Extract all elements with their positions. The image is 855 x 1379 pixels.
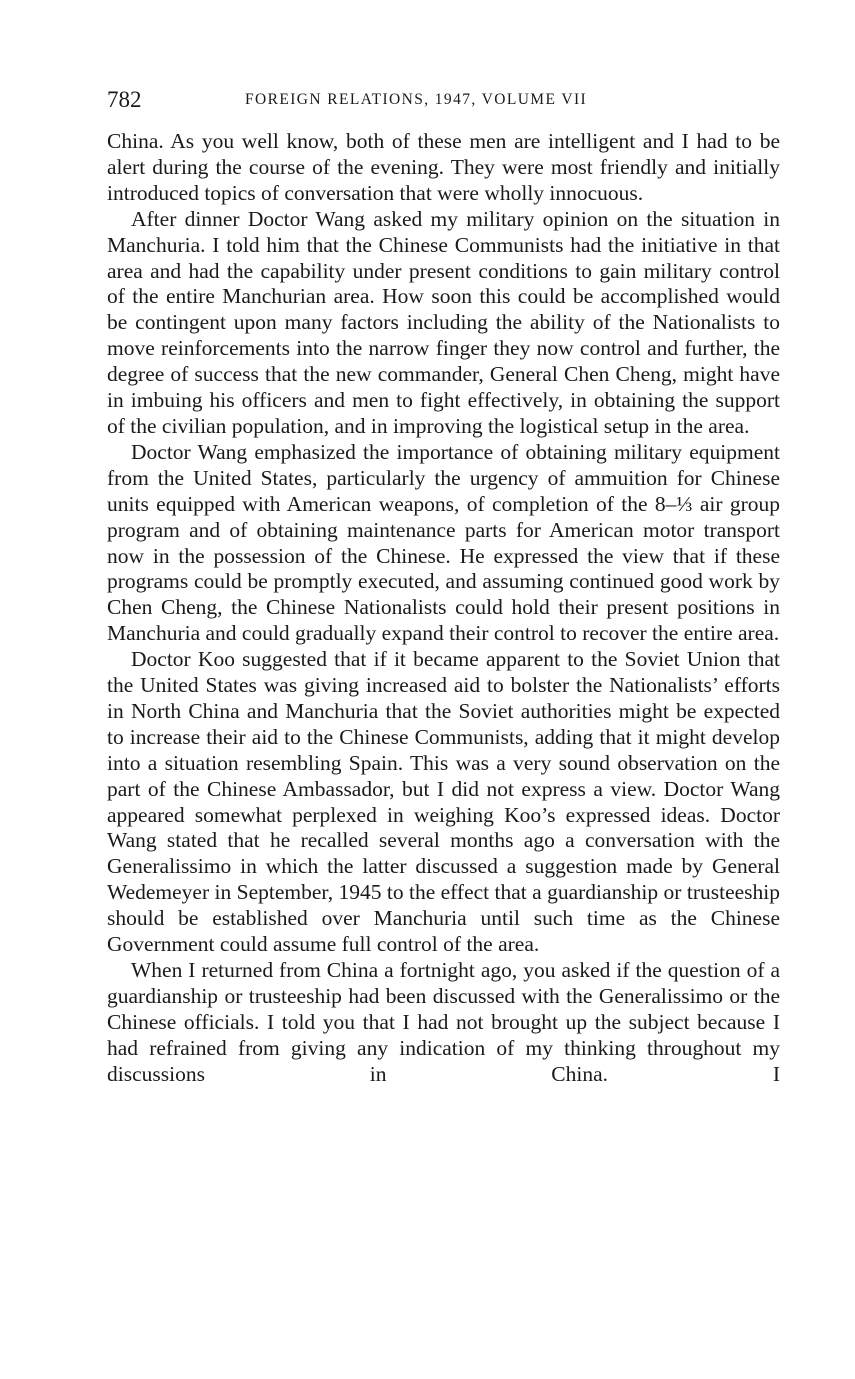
- paragraph-3: Doctor Wang emphasized the importance of obtaining military equipment from the United States, particularly the urgency of ammuition for Chinese units equipped with American weapons, of completion of the 8–⅓ air group program and of obtaining maintenance parts for American motor transport now in the possession of the Chinese. He expressed the view that if these programs could be promptly executed, and assuming continued good work by Chen Cheng, the Chinese Nationalists could hold their present positions in Manchuria and could gradually expand their control to recover the entire area.: [107, 439, 780, 646]
- paragraph-2: After dinner Doctor Wang asked my military opinion on the situation in Manchuria. I told him that the Chinese Communists had the initiative in that area and had the capability under present conditions to gain military control of the entire Manchurian area. How soon this could be accomplished would be contingent upon many factors including the ability of the Nationalists to move reinforcements into the narrow finger they now control and further, the degree of success that the new commander, General Chen Cheng, might have in imbuing his officers and men to fight effectively, in obtaining the support of the civilian population, and in improving the logistical setup in the area.: [107, 206, 780, 438]
- paragraph-4: Doctor Koo suggested that if it became apparent to the Soviet Union that the United States was giving increased aid to bolster the Nationalists’ efforts in North China and Manchuria that the Soviet authorities might be expected to increase their aid to the Chinese Communists, adding that it might develop into a situation resembling Spain. This was a very sound observation on the part of the Chinese Ambassador, but I did not express a view. Doctor Wang appeared somewhat perplexed in weighing Koo’s expressed ideas. Doctor Wang stated that he recalled several months ago a conversation with the Generalissimo in which the latter discussed a suggestion made by General Wedemeyer in September, 1945 to the effect that a guardianship or trusteeship should be established over Manchuria until such time as the Chinese Government could assume full control of the area.: [107, 647, 780, 957]
- paragraph-5: When I returned from China a fortnight ago, you asked if the question of a guardianship or trusteeship had been discussed with the Generalissimo or the Chinese officials. I told you that I had not brought up the subject because I had refrained from giving any indication of my thinking throughout my discussions in China. I: [107, 958, 780, 1086]
- body-text: [107, 129, 780, 1088]
- running-head-title: FOREIGN RELATIONS, 1947, VOLUME VII: [245, 91, 588, 108]
- page-number: 782: [107, 87, 142, 112]
- running-head: [107, 86, 780, 114]
- paragraph-1: China. As you well know, both of these men are intelligent and I had to be alert during the course of the evening. They were most friendly and initially introduced topics of conversation that were wholly innocuous.: [107, 129, 780, 205]
